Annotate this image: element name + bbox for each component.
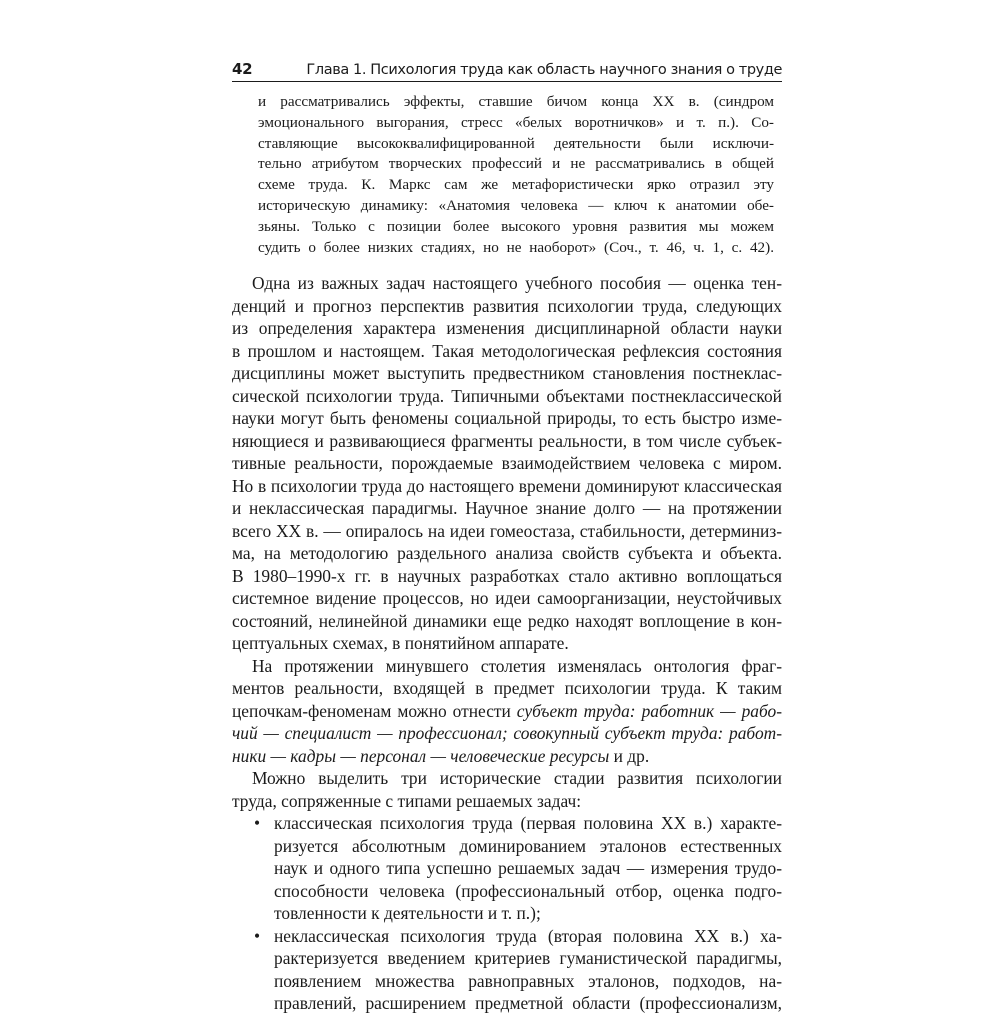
text-line: и неклассическая парадигмы. Научное знание долго — на протяжении — [232, 498, 782, 519]
text-line: тивные реальности, порождаемые взаимодействием человека с миром. — [232, 453, 782, 474]
page-number: 42 — [232, 60, 253, 78]
text-line: На протяжении минувшего столетия изменялась онтология фраг- — [252, 655, 782, 676]
bullet-item — [232, 812, 782, 925]
quote-line: ставляющие высококвалифицированной деятельности были исключи- — [258, 134, 774, 152]
text-line: неклассическая психология труда (вторая половина XX в.) ха- — [274, 925, 782, 946]
plain-text: цепочкам-феноменам можно отнести — [232, 700, 517, 721]
text-line: денций и прогноз перспектив развития психологии труда, следующих — [232, 295, 782, 316]
text-line: В 1980–1990-х гг. в научных разработках стало активно воплощаться — [232, 565, 782, 586]
text-line: няющиеся и развивающиеся фрагменты реальности, в том числе субъек- — [232, 430, 782, 451]
text-line: Одна из важных задач настоящего учебного пособия — оценка тен- — [252, 273, 782, 294]
quote-line: историческую динамику: «Анатомия человека — ключ к анатомии обе- — [258, 196, 774, 214]
text-line: ма, на методологию раздельного анализа свойств субъекта и объекта. — [232, 543, 782, 564]
text-line: дисциплины может выступить предвестником становления постнеклас- — [232, 363, 782, 384]
text-line: рактеризуется введением критериев гуманистической парадигмы, — [274, 948, 782, 969]
quote-line: судить о более низких стадиях, но не наоборот» (Соч., т. 46, ч. 1, с. 42). — [258, 238, 774, 256]
text-line: наук и одного типа успешно решаемых задач — измерения трудо- — [274, 858, 782, 879]
main-text — [232, 272, 782, 1015]
text-line-mixed — [232, 700, 782, 723]
text-line: цептуальных схемах, в понятийном аппарате. — [232, 633, 569, 654]
text-line: сической психологии труда. Типичными объектами постнеклассической — [232, 385, 782, 406]
plain-text: и др. — [609, 745, 650, 766]
text-line: Можно выделить три исторические стадии развития психологии — [252, 768, 782, 789]
text-line: в прошлом и настоящем. Такая методологическая рефлексия состояния — [232, 340, 782, 361]
text-line: ризуется абсолютным доминированием эталонов естественных — [274, 835, 782, 856]
italic-text: чий — специалист — профессионал; совокупный субъект труда: работ- — [232, 723, 782, 744]
book-page — [232, 60, 782, 1015]
paragraph-1 — [232, 272, 782, 655]
quote-line: и рассматривались эффекты, ставшие бичом конца XX в. (синдром — [258, 93, 774, 110]
running-title: Глава 1. Психология труда как область научного знания о труде — [306, 62, 782, 78]
text-line: системное видение процессов, но идеи самоорганизации, неустойчивых — [232, 588, 782, 609]
text-line: ментов реальности, входящей в предмет психологии труда. К таким — [232, 678, 782, 699]
block-quote — [232, 92, 782, 258]
text-line: из определения характера изменения дисциплинарной области науки — [232, 318, 782, 339]
bullet-marker: • — [254, 925, 261, 946]
quote-line: зьяны. Только с позиции более высокого уровня развития мы можем — [258, 217, 774, 235]
bullet-marker: • — [254, 813, 261, 834]
text-line: появлением множества равноправных эталонов, подходов, на- — [274, 970, 782, 991]
italic-text: субъект труда: работник — рабо- — [516, 700, 782, 721]
paragraph-2 — [232, 655, 782, 768]
text-line: Но в психологии труда до настоящего времени доминируют классическая — [232, 475, 782, 496]
bullet-item — [232, 925, 782, 1015]
text-line: товленности к деятельности и т. п.); — [274, 903, 541, 924]
italic-text: ники — кадры — персонал — человеческие ресурсы — [232, 745, 610, 766]
text-line: правлений, расширением предметной области (профессионализм, — [274, 993, 782, 1014]
quote-line: тельно атрибутом творческих профессий и не рассматривались в общей — [258, 155, 774, 173]
text-line-mixed — [232, 745, 782, 768]
text-line: состояний, нелинейной динамики еще редко находят воплощение в кон- — [232, 610, 782, 631]
text-line: всего XX в. — опиралось на идеи гомеостаза, стабильности, детерминиз- — [232, 520, 782, 541]
text-line: классическая психология труда (первая половина XX в.) характе- — [274, 813, 782, 834]
paragraph-3 — [232, 767, 782, 812]
text-line: науки могут быть феномены социальной природы, то есть быстро изме- — [232, 408, 782, 429]
text-line: способности человека (профессиональный отбор, оценка подго- — [274, 880, 782, 901]
text-line: труда, сопряженные с типами решаемых задач: — [232, 790, 582, 811]
quote-line: схеме труда. К. Маркс сам же метафористически ярко отразил эту — [258, 176, 774, 194]
text-line — [232, 722, 782, 745]
running-header — [232, 60, 782, 82]
quote-line: эмоционального выгорания, стресс «белых воротничков» и т. п.). Со- — [258, 113, 774, 131]
